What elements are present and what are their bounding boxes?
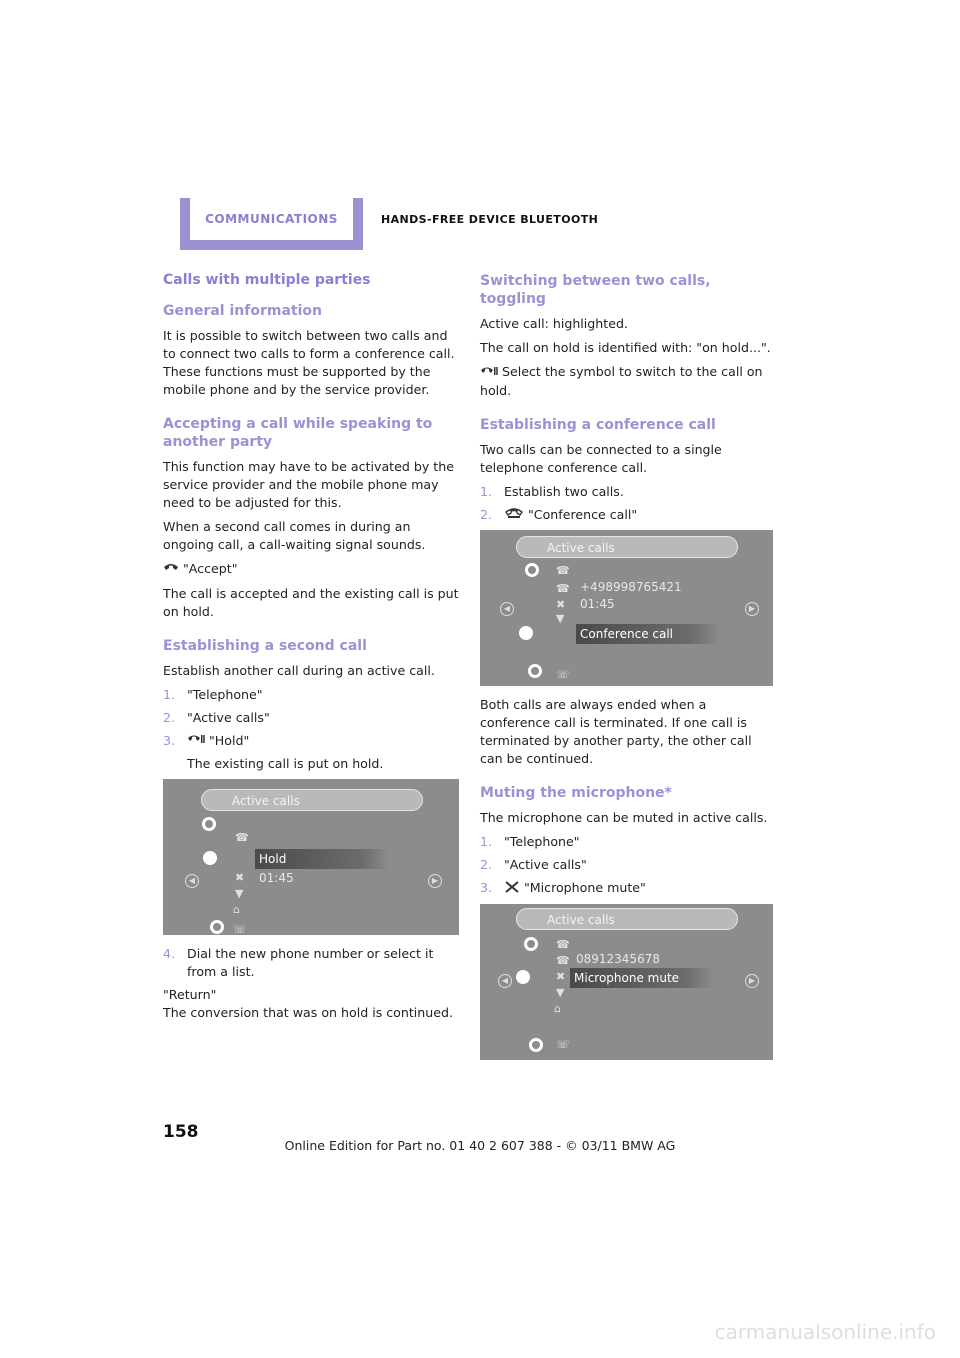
screen-title-bar [516,908,738,930]
selector-top-dot [202,817,216,831]
menu-keypad-icon: ▼ [556,985,565,999]
accept-line [163,560,459,579]
conf-step-1 [480,483,776,501]
screen-title-bar [516,536,738,558]
step-number: 2. [480,506,493,522]
highlight-item: Microphone mute [570,968,714,988]
menu-keypad-icon: ▼ [235,887,244,900]
menu-hold-icon: ☎ [556,953,570,967]
page-number: 158 [163,1122,199,1142]
step-number: 1. [480,483,493,499]
menu-end-icon: ☏ [556,1037,570,1051]
mute-step-3 [480,879,776,898]
general-heading: General information [163,303,322,319]
selector-bottom-dot [210,920,224,934]
arrow-right-icon: ▶ [745,602,759,616]
step-number: 1. [480,834,493,849]
mute-step-2 [480,856,776,874]
main-heading: Calls with multiple parties [163,272,371,288]
arrow-left-icon: ◀ [498,974,512,988]
menu-conference-icon: ⌂ [233,903,240,916]
chapter-tab-label: COMMUNICATIONS [190,198,353,240]
step-text: "Active calls" [187,709,270,725]
menu-conference-icon: ⌂ [554,1001,561,1015]
screen-title: Active calls [547,541,615,555]
mute-step-1 [480,833,776,851]
menu-mute-icon: ✖ [556,969,566,983]
step-3-sub: The existing call is put on hold. [187,756,384,771]
arrow-right-icon: ▶ [428,874,442,888]
watermark: carmanualsonline.info [714,1320,936,1344]
second-call-text: Establish another call during an active call. [163,662,435,678]
edition-footer: Online Edition for Part no. 01 40 2 607 388 - © 03/11 BMW AG [284,1138,676,1153]
step-text: "Conference call" [528,506,638,522]
step-text: "Microphone mute" [524,880,646,895]
step-text: "Telephone" [504,834,580,849]
conference-icon [504,506,524,524]
microphone-mute-icon [504,880,520,898]
selector-top-dot [524,937,538,951]
screen-hold [163,779,459,935]
toggle-heading: Switching between two calls, toggling [480,273,711,307]
call-number: 08912345678 [576,951,660,966]
highlight-item: Hold [255,849,389,869]
step-text: "Hold" [209,732,250,748]
menu-end-icon: ☏ [233,923,247,935]
section-title: HANDS-FREE DEVICE BLUETOOTH [381,213,599,226]
accepting-heading: Accepting a call while speaking to another party [163,416,433,450]
step-number: 2. [163,709,176,725]
toggle-line [480,363,776,400]
step-1 [163,686,459,704]
chapter-tab [180,198,363,250]
step-text: Dial the new phone number or select it from a list. [187,946,434,979]
step-text: Establish two calls. [504,483,624,499]
screen-microphone-mute [480,904,773,1060]
selector-active-dot [519,626,533,640]
conference-text-2: Both calls are always ended when a conference call is terminated. If one call is terminated by another party, the other call can be continued. [480,697,752,766]
step-2 [163,709,459,727]
step-number: 3. [163,732,176,748]
phone-accept-icon [163,561,179,579]
step-4 [163,945,459,981]
menu-keypad-icon: ▼ [556,612,565,625]
conference-heading: Establishing a conference call [480,416,716,433]
step-text: "Active calls" [504,857,587,872]
selector-active-dot [516,970,530,984]
accepting-text-2: When a second call comes in during an ongoing call, a call-waiting signal sounds. [163,519,426,552]
menu-phone-icon: ☎ [556,564,570,577]
phone-toggle-icon [480,364,498,382]
accepting-text-3: The call is accepted and the existing call is put on hold. [163,585,459,619]
general-text: It is possible to switch between two calls and to connect two calls to form a conference call. These functions must be supported by the mobile phone and by the service provider. [163,328,455,397]
menu-mute-icon: ✖ [556,598,566,611]
arrow-left-icon: ◀ [185,874,199,888]
screen-title-bar [201,789,423,811]
mute-heading: Muting the microphone* [480,785,672,801]
selector-bottom-dot [528,664,542,678]
phone-hold-icon [187,732,205,750]
toggle-text-3: Select the symbol to switch to the call on hold. [480,364,763,398]
screen-title: Active calls [232,794,300,808]
conference-text: Two calls can be connected to a single telephone conference call. [480,441,722,475]
arrow-right-icon: ▶ [745,974,759,988]
mute-text: The microphone can be muted in active calls. [480,810,768,825]
selector-bottom-dot [529,1038,543,1052]
selector-active-dot [203,851,217,865]
arrow-left-icon: ◀ [500,602,514,616]
second-call-heading: Establishing a second call [163,637,367,654]
conf-step-2 [480,506,776,525]
menu-hold-icon: ☎ [556,582,570,595]
call-time: 01:45 [259,871,294,885]
menu-phone-icon: ☎ [235,831,249,844]
highlight-item: Conference call [576,624,720,644]
step-number: 3. [480,880,493,895]
menu-mute-icon: ✖ [235,871,245,884]
return-text: The conversion that was on hold is continued. [163,1005,454,1020]
step-number: 2. [480,857,493,872]
right-column [480,272,776,1070]
step-text: "Telephone" [187,686,263,702]
step-number: 1. [163,686,176,702]
accept-label: "Accept" [183,561,238,576]
step-number: 4. [163,946,176,961]
toggle-text-2: The call on hold is identified with: "on hold...". [480,340,771,355]
return-label: "Return" [163,987,217,1002]
menu-phone-icon: ☎ [556,937,570,951]
left-column [163,272,459,1028]
screen-title: Active calls [547,912,615,927]
screen-conference [480,530,773,686]
call-number: +498998765421 [580,580,682,594]
step-3 [163,732,459,751]
toggle-text-1: Active call: highlighted. [480,316,628,331]
call-time: 01:45 [580,597,615,611]
menu-end-icon: ☏ [556,668,570,681]
selector-top-dot [525,563,539,577]
accepting-text-1: This function may have to be activated by the service provider and the mobile phone may need to be adjusted for this. [163,459,454,510]
